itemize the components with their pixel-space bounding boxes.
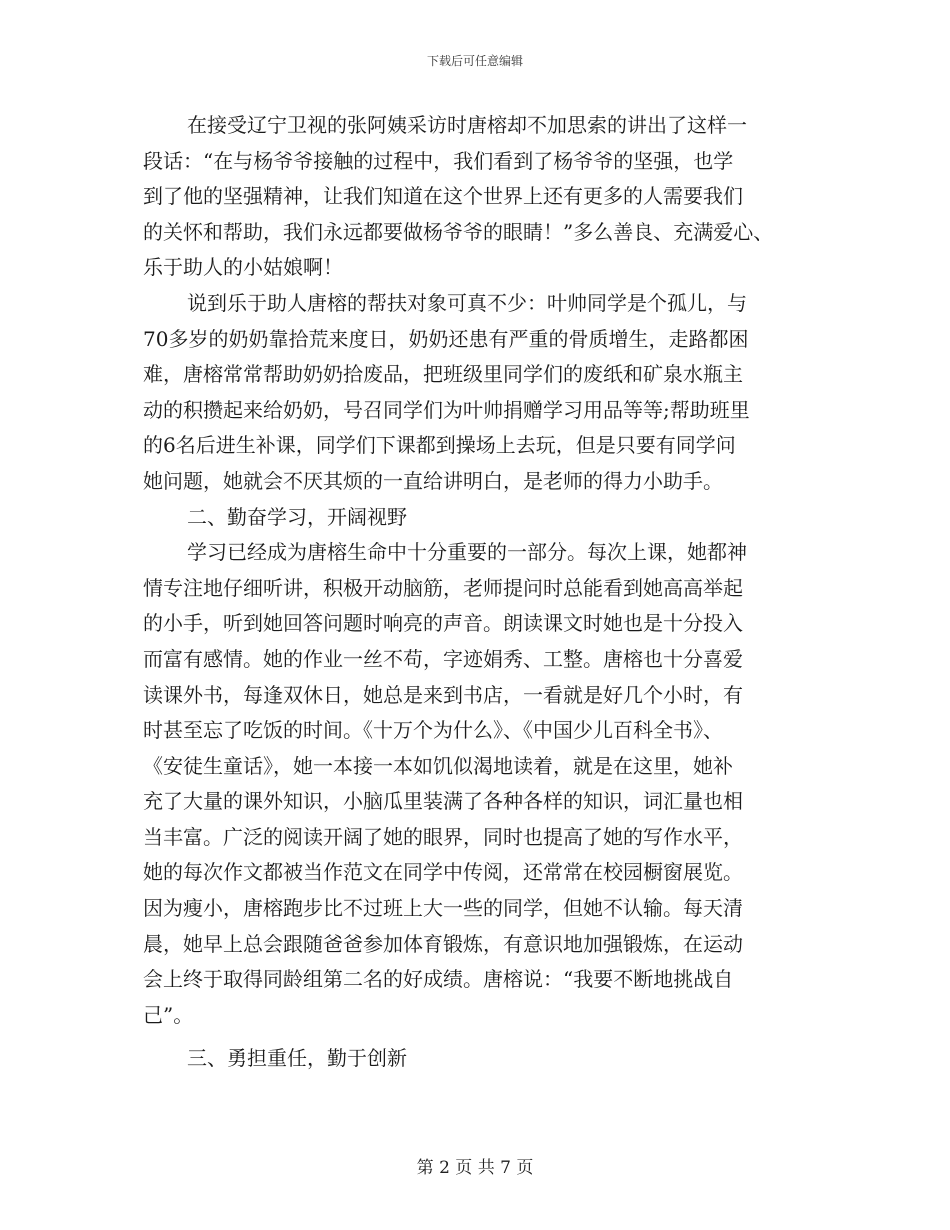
document-body — [143, 108, 808, 1077]
text-line: 会上终于取得同龄组第二名的好成绩。唐榕说：“我要不断地挑战自 — [143, 967, 734, 992]
text-line: 的关怀和帮助，我们永远都要做杨爷爷的眼睛！”多么善良、充满爱心、 — [143, 219, 774, 244]
text-line: 说到乐于助人唐榕的帮扶对象可真不少：叶帅同学是个孤儿，与 — [187, 290, 747, 315]
text-line: 当丰富。广泛的阅读开阔了她的眼界，同时也提高了她的写作水平， — [143, 824, 743, 849]
text-line: 动的积攒起来给奶奶，号召同学们为叶帅捐赠学习用品等等;帮助班里 — [143, 397, 750, 422]
text-line: 70多岁的奶奶靠拾荒来度日，奶奶还患有严重的骨质增生，走路都困 — [143, 326, 749, 351]
paragraph-gap — [143, 1033, 808, 1041]
text-line: 因为瘦小，唐榕跑步比不过班上大一些的同学，但她不认输。每天清 — [143, 896, 743, 921]
section-heading: 三、勇担重任，勤于创新 — [187, 1046, 407, 1071]
page-header-note: 下载后可任意编辑 — [426, 54, 523, 68]
text-line: 学习已经成为唐榕生命中十分重要的一部分。每次上课，她都神 — [187, 540, 747, 565]
text-line: 在接受辽宁卫视的张阿姨采访时唐榕却不加思索的讲出了这样一 — [187, 113, 747, 137]
text-line: 她的每次作文都被当作范文在同学中传阅，还常常在校园橱窗展览。 — [143, 860, 743, 885]
text-line: 她问题，她就会不厌其烦的一直给讲明白，是老师的得力小助手。 — [143, 468, 723, 493]
text-line: 时甚至忘了吃饭的时间。《十万个为什么》、《中国少儿百科全书》、 — [143, 718, 723, 743]
text-line: 的小手，听到她回答问题时响亮的声音。朗读课文时她也是十分投入 — [143, 611, 743, 636]
text-line: 而富有感情。她的作业一丝不苟，字迹娟秀、工整。唐榕也十分喜爱 — [143, 646, 743, 671]
text-line: 《安徒生童话》，她一本接一本如饥似渴地读着，就是在这里，她补 — [143, 753, 733, 778]
text-line: 段话：“在与杨爷爷接触的过程中，我们看到了杨爷爷的坚强，也学 — [143, 148, 734, 173]
text-line: 充了大量的课外知识，小脑瓜里装满了各种各样的知识，词汇量也相 — [143, 789, 743, 814]
text-line: 乐于助人的小姑娘啊！ — [143, 255, 343, 280]
text-line: 到了他的坚强精神，让我们知道在这个世界上还有更多的人需要我们 — [143, 184, 743, 209]
text-line: 难，唐榕常常帮助奶奶拾废品，把班级里同学们的废纸和矿泉水瓶主 — [143, 362, 743, 387]
text-line: 读课外书，每逢双休日，她总是来到书店，一看就是好几个小时，有 — [143, 682, 743, 707]
text-line: 晨，她早上总会跟随爸爸参加体育锻炼，有意识地加强锻炼，在运动 — [143, 931, 743, 956]
page-number-footer: 第 2 页 共 7 页 — [416, 1158, 534, 1178]
text-line: 的6名后进生补课，同学们下课都到操场上去玩，但是只要有同学问 — [143, 433, 736, 458]
text-line: 情专注地仔细听讲，积极开动脑筋，老师提问时总能看到她高高举起 — [143, 575, 743, 600]
section-heading: 二、勤奋学习，开阔视野 — [187, 504, 407, 529]
text-line: 己”。 — [143, 1002, 194, 1027]
